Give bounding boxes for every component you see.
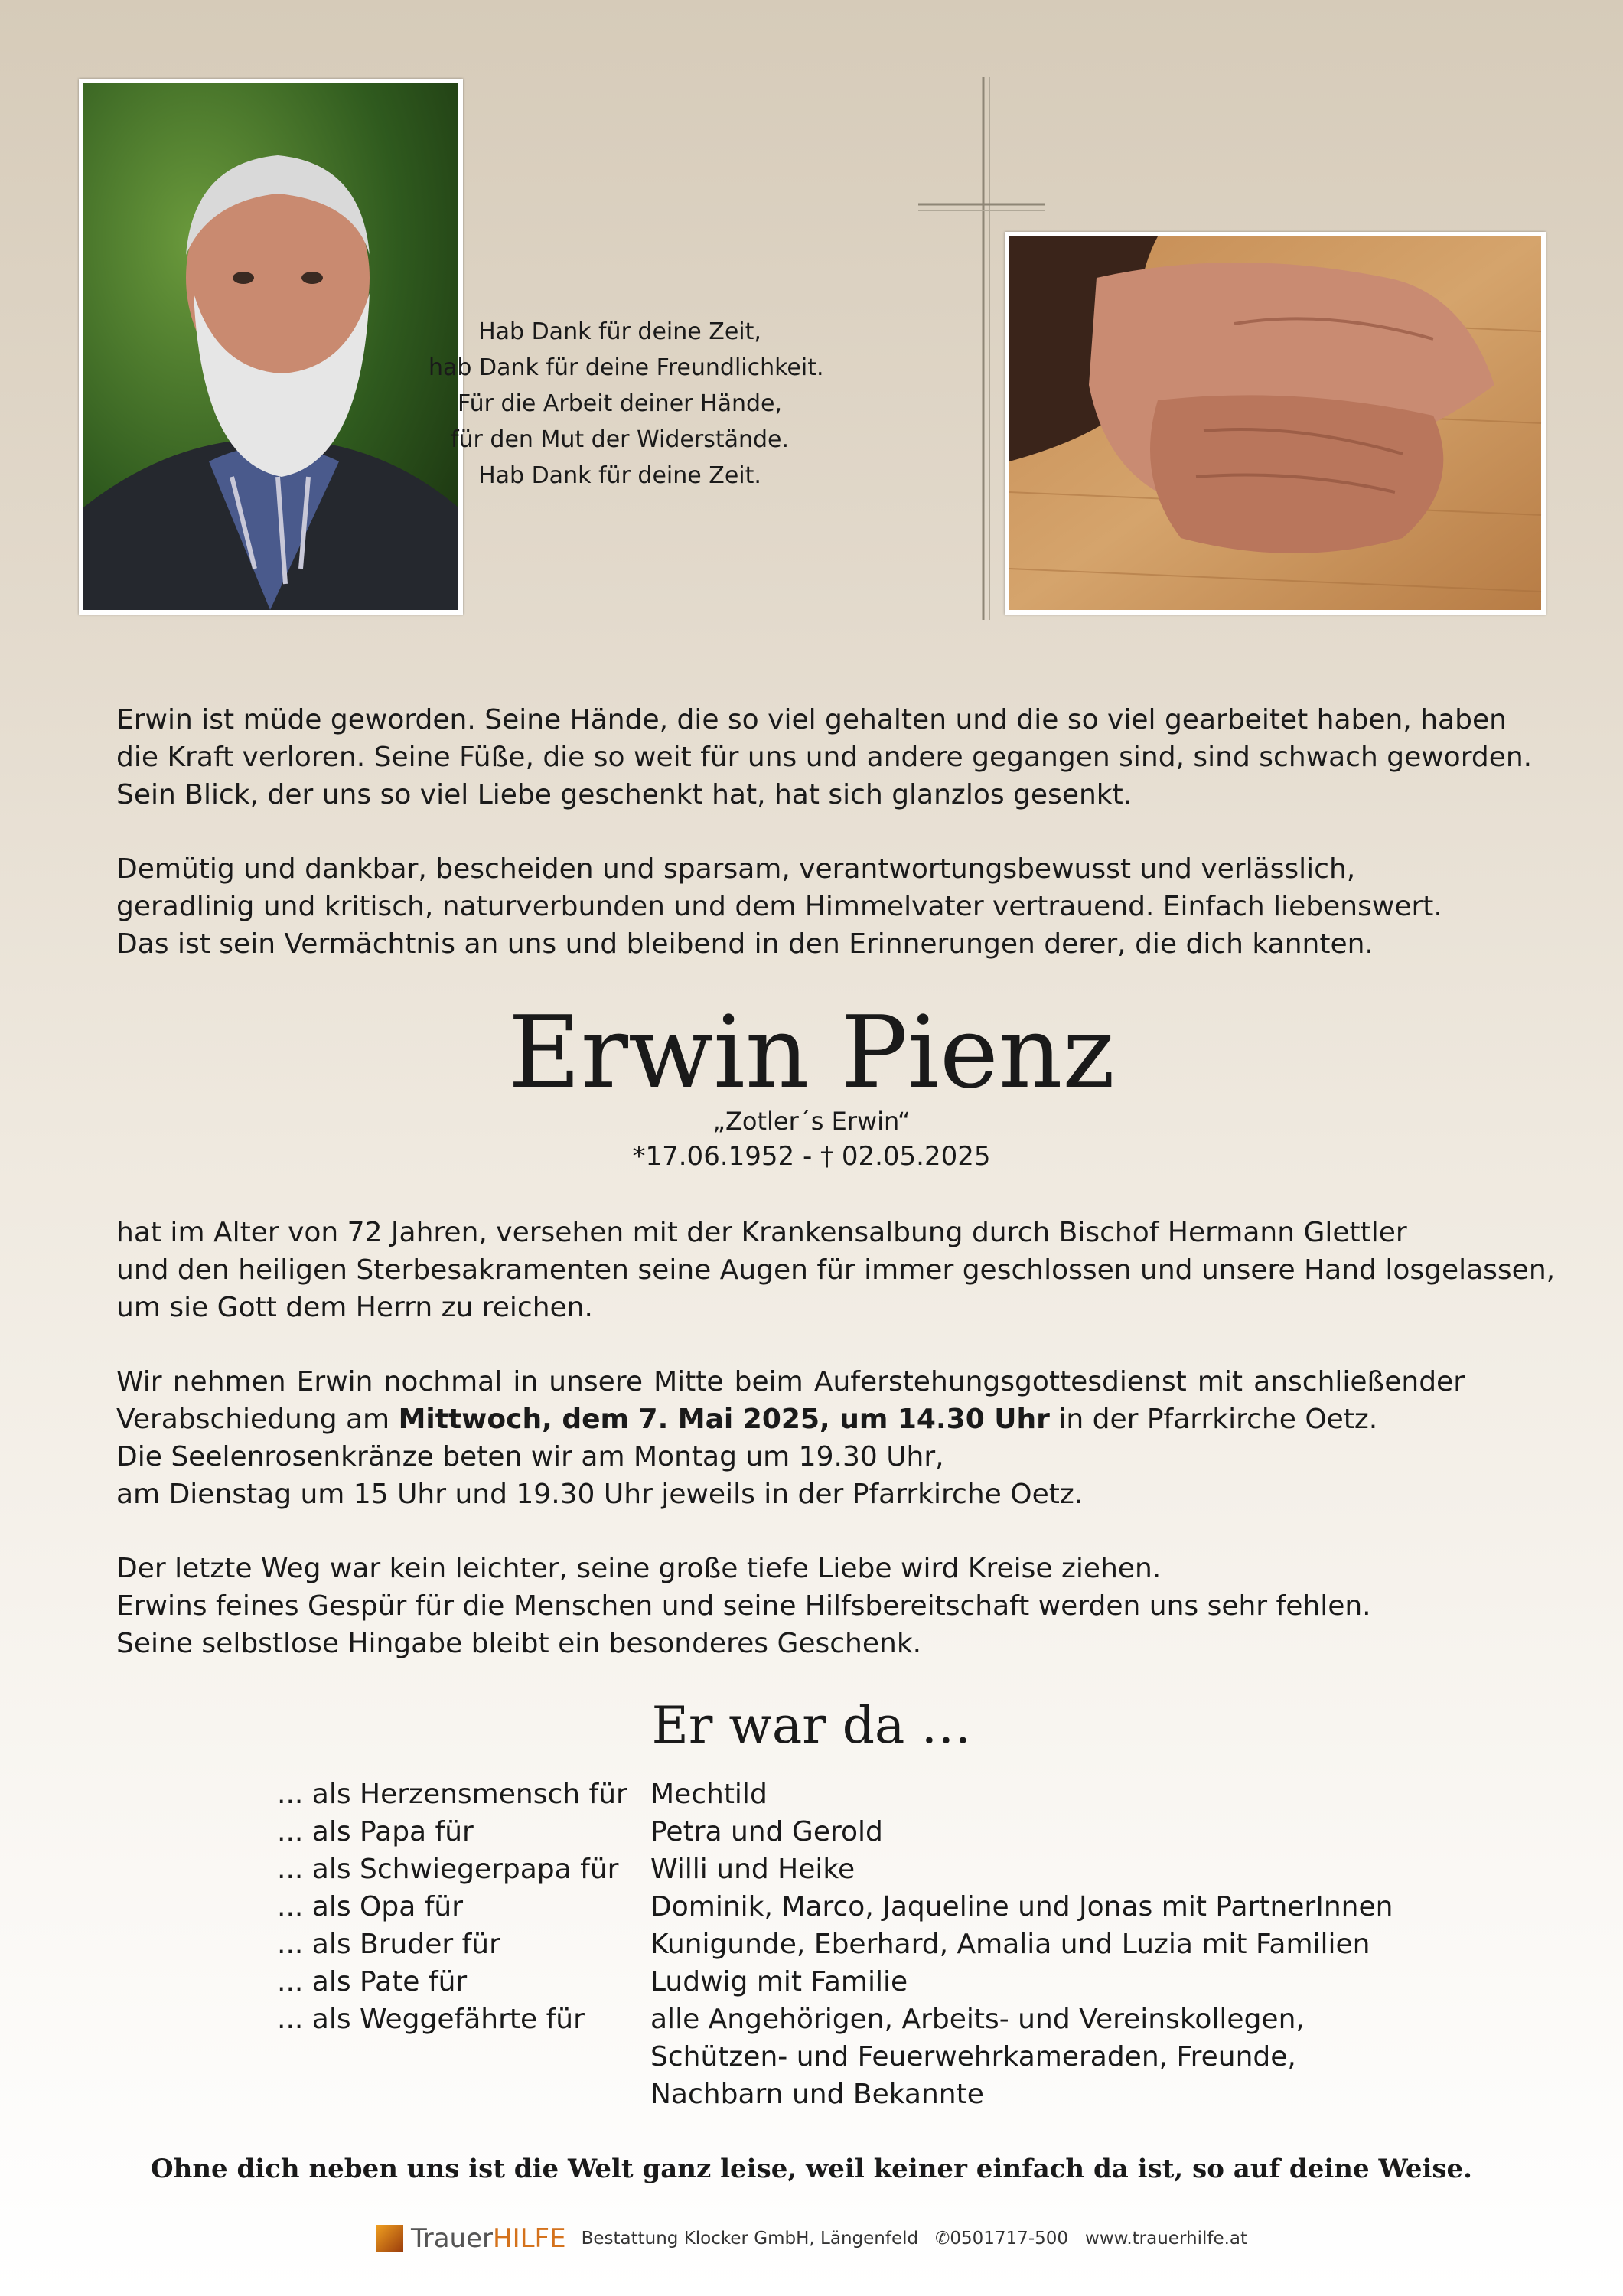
relation-role: ... als Bruder für — [277, 1929, 500, 1960]
text-span: Verabschiedung am — [116, 1404, 399, 1435]
relation-row — [277, 1963, 1393, 2001]
relation-role: ... als Herzensmensch für — [277, 1779, 627, 1810]
brand-part: Trauer — [410, 2223, 493, 2254]
text-line: Das ist sein Vermächtnis an uns und bleibend in den Erinnerungen derer, die dich kannten. — [116, 928, 1374, 960]
relation-people — [650, 2001, 1305, 2113]
relation-role: ... als Opa für — [277, 1891, 464, 1923]
deceased-nickname: „Zotler´s Erwin“ — [712, 1107, 911, 1136]
poem-line: Hab Dank für deine Zeit. — [478, 462, 761, 489]
relation-people — [650, 1888, 1393, 1926]
portrait-photo — [79, 79, 463, 615]
relation-person-line: Nachbarn und Bekannte — [650, 2079, 984, 2110]
relation-role: ... als Schwiegerpapa für — [277, 1854, 619, 1885]
relation-row — [277, 1813, 1393, 1851]
poem-line: Hab Dank für deine Zeit, — [478, 318, 761, 345]
website-link[interactable]: www.trauerhilfe.at — [1085, 2229, 1248, 2249]
relation-role: ... als Weggefährte für — [277, 2004, 585, 2035]
phone-number: ✆0501717-500 — [935, 2229, 1069, 2249]
poem-line: Für die Arbeit deiner Hände, — [457, 390, 783, 417]
relation-people — [650, 1963, 908, 2001]
relation-role: ... als Pate für — [277, 1966, 468, 1998]
er-war-da-heading: Er war da … — [651, 1696, 972, 1755]
footer — [0, 2223, 1623, 2254]
intro-paragraph-2 — [116, 850, 1465, 963]
text-line: Der letzte Weg war kein leichter, seine große tiefe Liebe wird Kreise ziehen. — [116, 1553, 1162, 1584]
closing-quote: Ohne dich neben uns ist die Welt ganz leise, weil keiner einfach da ist, so auf deine Weise. — [150, 2154, 1473, 2184]
intro-paragraph-1 — [116, 701, 1533, 814]
relation-person-line: Dominik, Marco, Jaqueline und Jonas mit PartnerInnen — [650, 1891, 1393, 1923]
relation-person-line: alle Angehörigen, Arbeits- und Vereinskollegen, — [650, 2004, 1305, 2035]
text-line: Demütig und dankbar, bescheiden und sparsam, verantwortungsbewusst und verlässlich, — [116, 853, 1356, 885]
deceased-name: Erwin Pienz — [507, 994, 1116, 1110]
relation-row — [277, 1888, 1393, 1926]
poem-line: hab Dank für deine Freundlichkeit. — [429, 354, 824, 381]
text-line: am Dienstag um 15 Uhr und 19.30 Uhr jeweils in der Pfarrkirche Oetz. — [116, 1479, 1084, 1510]
text-line: Seine selbstlose Hingabe bleibt ein besonderes Geschenk. — [116, 1628, 922, 1659]
brand-part-highlight: HILFE — [493, 2223, 566, 2254]
text-span: in der Pfarrkirche Oetz. — [1049, 1404, 1378, 1435]
relation-people — [650, 1776, 768, 1813]
text-line — [116, 1401, 1465, 1438]
relation-row — [277, 1776, 1393, 1813]
closing-paragraph — [116, 1550, 1465, 1662]
relation-row — [277, 2001, 1393, 2113]
brand-name — [411, 2223, 566, 2254]
text-line: Wir nehmen Erwin nochmal in unsere Mitte beim Auferstehungsgottesdienst mit anschließender — [116, 1366, 1465, 1397]
hands-image — [1005, 232, 1546, 615]
text-line: Erwin ist müde geworden. Seine Hände, die so viel gehalten und die so viel gearbeitet haben, haben — [116, 704, 1507, 735]
relation-person-line: Ludwig mit Familie — [650, 1966, 908, 1998]
trauerhilfe-logo-icon — [376, 2225, 403, 2252]
relation-person-line: Petra und Gerold — [650, 1816, 883, 1848]
relation-person-line: Willi und Heike — [650, 1854, 855, 1885]
death-paragraph — [116, 1214, 1556, 1326]
relation-people — [650, 1813, 883, 1851]
text-line: Die Seelenrosenkränze beten wir am Montag um 19.30 Uhr, — [116, 1441, 944, 1473]
text-line: hat im Alter von 72 Jahren, versehen mit der Krankensalbung durch Bischof Hermann Glettler — [116, 1217, 1407, 1248]
funeral-date-time: Mittwoch, dem 7. Mai 2025, um 14.30 Uhr — [398, 1404, 1050, 1435]
portrait-image — [79, 79, 463, 615]
relation-people — [650, 1926, 1370, 1963]
relation-row — [277, 1926, 1393, 1963]
poem — [429, 314, 824, 494]
deceased-dates: *17.06.1952 - † 02.05.2025 — [632, 1141, 991, 1172]
text-line: Erwins feines Gespür für die Menschen und seine Hilfsbereitschaft werden uns sehr fehlen. — [116, 1590, 1371, 1622]
text-line: geradlinig und kritisch, naturverbunden und dem Himmelvater vertrauend. Einfach liebenswert. — [116, 891, 1442, 922]
company-name: Bestattung Klocker GmbH, Längenfeld — [581, 2229, 919, 2249]
relation-row — [277, 1851, 1393, 1888]
hands-photo — [1005, 232, 1546, 615]
relation-people — [650, 1851, 855, 1888]
text-line: um sie Gott dem Herrn zu reichen. — [116, 1292, 593, 1323]
relations-list — [277, 1776, 1393, 2113]
text-line: Sein Blick, der uns so viel Liebe geschenkt hat, hat sich glanzlos gesenkt. — [116, 779, 1133, 810]
relation-role: ... als Papa für — [277, 1816, 474, 1848]
relation-person-line: Mechtild — [650, 1779, 768, 1810]
funeral-paragraph — [116, 1363, 1465, 1513]
relation-person-line: Schützen- und Feuerwehrkameraden, Freunde, — [650, 2041, 1296, 2073]
text-line: die Kraft verloren. Seine Füße, die so weit für uns und andere gegangen sind, sind schwach geworden. — [116, 742, 1533, 773]
relation-person-line: Kunigunde, Eberhard, Amalia und Luzia mit Familien — [650, 1929, 1370, 1960]
poem-line: für den Mut der Widerstände. — [450, 426, 790, 453]
text-line: und den heiligen Sterbesakramenten seine Augen für immer geschlossen und unsere Hand losgelassen, — [116, 1254, 1556, 1286]
